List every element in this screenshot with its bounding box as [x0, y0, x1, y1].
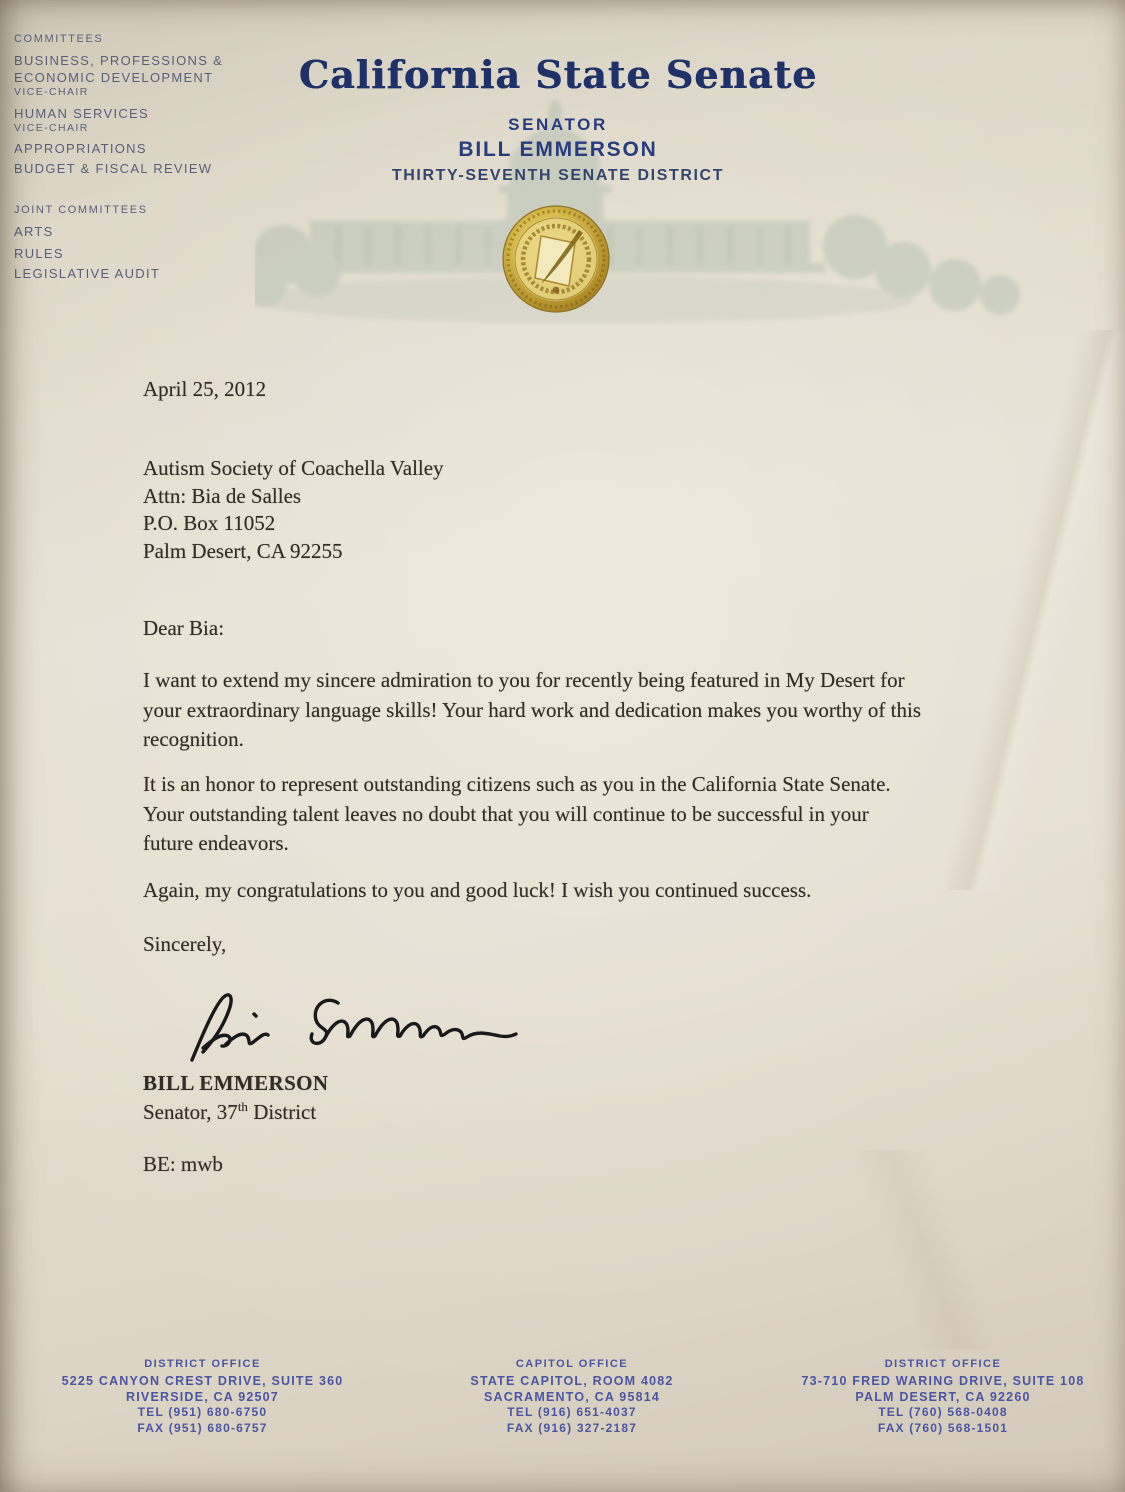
paper-crease [765, 1150, 1085, 1350]
paragraph-line: Again, my congratulations to you and good luck! I wish you continued success. [143, 878, 812, 902]
committee-item: BUSINESS, PROFESSIONS & [14, 53, 224, 68]
senator-label: SENATOR [508, 115, 608, 134]
signer-title [143, 1099, 1023, 1125]
committee-item: ECONOMIC DEVELOPMENT [14, 70, 214, 85]
committee-item: HUMAN SERVICES [14, 106, 149, 121]
signer-name: BILL EMMERSON [143, 1071, 329, 1095]
committee-role: VICE-CHAIR [14, 122, 89, 134]
office-address: RIVERSIDE, CA 92507 [126, 1389, 279, 1404]
paragraph [143, 876, 1023, 906]
office-address: 5225 CANYON CREST DRIVE, SUITE 360 [61, 1374, 344, 1388]
letter-date: April 25, 2012 [143, 377, 267, 401]
paragraph-line: future endeavors. [143, 831, 289, 855]
recipient-address [143, 455, 1023, 565]
recipient-line: Palm Desert, CA 92255 [143, 538, 343, 563]
capitol-office [398, 1357, 746, 1436]
office-address: PALM DESERT, CA 92260 [855, 1389, 1031, 1404]
district-office-palm-desert [762, 1357, 1124, 1436]
signer-title-ordinal: th [237, 1099, 248, 1114]
reference-initials: BE: mwb [143, 1152, 223, 1176]
closing: Sincerely, [143, 932, 227, 956]
committee-item: LEGISLATIVE AUDIT [14, 266, 161, 281]
district-office-riverside [25, 1357, 380, 1436]
committee-role: VICE-CHAIR [14, 86, 89, 98]
office-fax: FAX (951) 680-6757 [137, 1420, 268, 1435]
senate-title: California State Senate [298, 52, 818, 97]
office-fax: FAX (916) 327-2187 [506, 1420, 638, 1435]
recipient-line: Attn: Bia de Salles [143, 483, 302, 508]
signature [168, 976, 518, 1076]
office-fax: FAX (760) 568-1501 [877, 1420, 1009, 1435]
office-phone: TEL (760) 568-0408 [878, 1405, 1008, 1419]
committees-heading: COMMITTEES [14, 33, 104, 45]
committee-item: BUDGET & FISCAL REVIEW [14, 161, 213, 176]
office-title: DISTRICT OFFICE [884, 1358, 1002, 1370]
paragraph-line: Your outstanding talent leaves no doubt that you will continue to be successful in your [143, 801, 869, 826]
recipient-line: P.O. Box 11052 [143, 511, 276, 535]
office-phone: TEL (916) 651-4037 [507, 1405, 637, 1419]
joint-committees-heading: JOINT COMMITTEES [14, 204, 148, 216]
committee-item: APPROPRIATIONS [14, 141, 147, 156]
senator-name: BILL EMMERSON [458, 138, 658, 161]
paragraph [143, 770, 1023, 859]
senate-seal-icon [501, 204, 611, 314]
signer-title-text: District [247, 1100, 317, 1124]
recipient-line: Autism Society of Coachella Valley [143, 456, 444, 480]
office-title: DISTRICT OFFICE [144, 1358, 261, 1370]
office-address: STATE CAPITOL, ROOM 4082 [470, 1374, 674, 1388]
office-address: 73-710 FRED WARING DRIVE, SUITE 108 [801, 1374, 1085, 1388]
senate-district-label: THIRTY-SEVENTH SENATE DISTRICT [391, 167, 725, 184]
paragraph-line: your extraordinary language skills! Your hard work and dedication makes you worthy of this [143, 697, 922, 722]
salutation: Dear Bia: [143, 616, 225, 640]
paragraph-line: I want to extend my sincere admiration to you for recently being featured in My Desert for [143, 668, 905, 692]
masthead [158, 52, 958, 186]
signer-title-text: Senator, 37 [143, 1100, 238, 1124]
committee-item: RULES [14, 246, 64, 261]
office-title: CAPITOL OFFICE [515, 1358, 629, 1370]
committee-item: ARTS [14, 224, 54, 239]
paragraph [143, 666, 1023, 755]
office-phone: TEL (951) 680-6750 [137, 1405, 268, 1419]
paragraph-line: It is an honor to represent outstanding citizens such as you in the California State Senate. [143, 772, 891, 796]
paragraph-line: recognition. [143, 727, 244, 751]
office-address: SACRAMENTO, CA 95814 [483, 1389, 661, 1404]
